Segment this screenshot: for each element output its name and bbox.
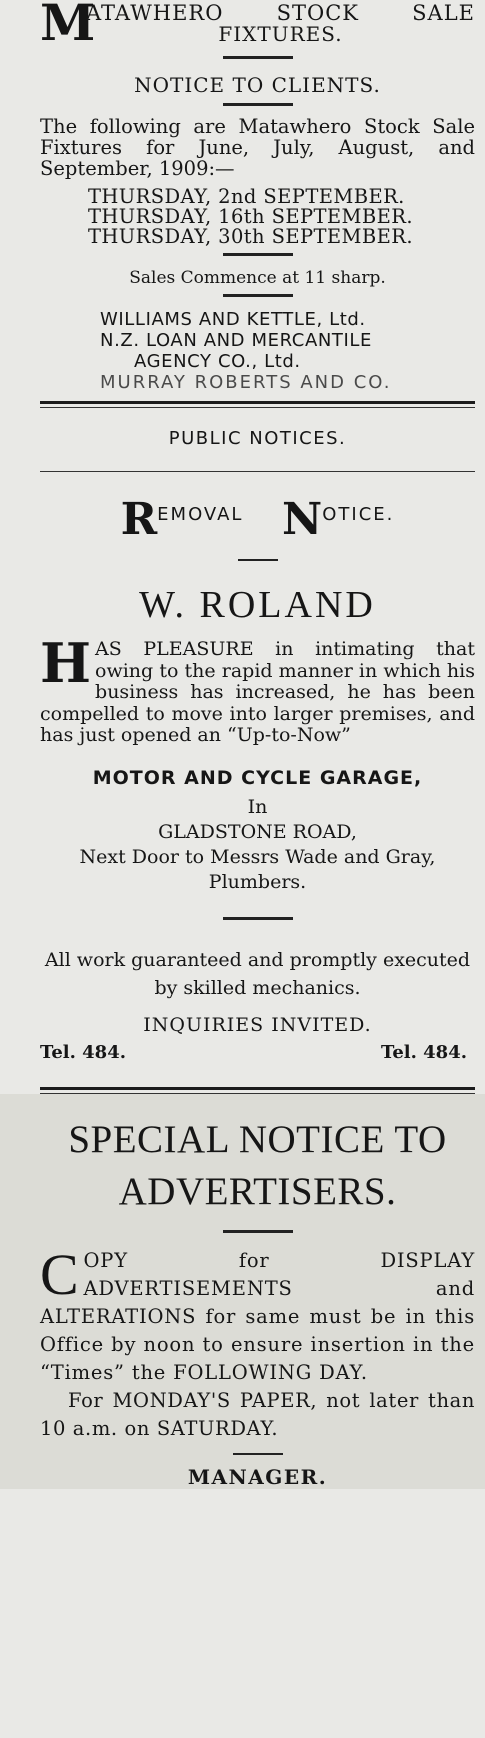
section-rule — [40, 1087, 475, 1090]
address-road: GLADSTONE ROAD, — [158, 820, 357, 843]
removal-dropcap: H — [40, 631, 92, 695]
garage-heading: MOTOR AND CYCLE GARAGE, — [92, 766, 423, 789]
sale-date: THURSDAY, 16th SEPTEMBER. — [88, 205, 413, 228]
divider — [223, 56, 293, 59]
fixtures-intro: The following are Matawhero Stock Sale Fixtures for June, July, August, and September, 1909:— — [40, 115, 475, 180]
agent: WILLIAMS AND KETTLE, Ltd. — [100, 309, 366, 330]
special-notice — [0, 1094, 485, 1489]
special-notice-title — [40, 1114, 475, 1218]
sale-dates — [88, 187, 475, 247]
removal-r-cap: R — [120, 494, 158, 545]
divider — [233, 1453, 283, 1455]
address-in: In — [247, 795, 268, 818]
removal-text: AS PLEASURE in intimating that owing to the rapid manner in which his business has increased, he has been compelled to move into larger premises, and has just opened an “Up-to-Now” — [40, 638, 475, 746]
removal-n-cap: N — [282, 494, 323, 545]
removal-n-rest: OTICE. — [322, 504, 395, 525]
divider — [223, 103, 293, 106]
agent: MURRAY ROBERTS AND CO. — [100, 372, 392, 393]
special-dropcap: C — [40, 1241, 80, 1307]
special-title-line2: ADVERTISERS. — [118, 1169, 397, 1213]
telephone-right: Tel. 484. — [381, 1041, 467, 1063]
signature: MANAGER. — [187, 1464, 328, 1489]
removal-body — [40, 631, 475, 747]
fixtures-subtitle: FIXTURES. — [218, 22, 343, 46]
inquiries-invited: INQUIRIES INVITED. — [143, 1013, 372, 1036]
section-rule — [40, 401, 475, 404]
sale-date: THURSDAY, 30th SEPTEMBER. — [88, 225, 413, 248]
removal-r-rest: EMOVAL — [157, 504, 244, 525]
garage-address — [40, 795, 475, 895]
agent: AGENCY CO., Ltd. — [134, 351, 301, 372]
divider — [223, 917, 293, 920]
fixtures-title-a: ATAWHERO — [86, 1, 224, 25]
fixtures-header — [40, 0, 475, 50]
telephone-left: Tel. 484. — [40, 1041, 126, 1063]
fixtures-title-c: SALE — [412, 1, 475, 25]
fixtures-title — [86, 2, 475, 24]
divider — [238, 559, 278, 561]
advertiser-name: W. ROLAND — [139, 584, 376, 626]
fixtures-dropcap: M — [40, 0, 94, 52]
sale-date: THURSDAY, 2nd SEPTEMBER. — [88, 185, 405, 208]
telephone-line — [40, 1042, 475, 1063]
address-next-door: Next Door to Messrs Wade and Gray, — [79, 845, 436, 868]
monday-deadline: For MONDAY'S PAPER, not later than 10 a.m. on SATURDAY. — [40, 1388, 475, 1440]
address-plumbers: Plumbers. — [208, 870, 307, 893]
removal-notice-heading — [40, 494, 475, 545]
divider — [223, 294, 293, 297]
agent: N.Z. LOAN AND MERCANTILE — [100, 330, 373, 351]
special-title-line1: SPECIAL NOTICE TO — [68, 1117, 447, 1161]
notice-to-clients-heading: NOTICE TO CLIENTS. — [134, 73, 381, 97]
agents-list — [100, 309, 475, 393]
public-notices-heading: PUBLIC NOTICES. — [168, 428, 347, 449]
guarantee-text: All work guaranteed and promptly executed by skilled mechanics. — [44, 948, 471, 999]
section-rule-thin — [40, 407, 475, 408]
special-text: OPY for DISPLAY ADVERTISEMENTS and ALTERATIONS for same must be in this Office by noon to ensure insertion in the “Times” the FOLLOWING DAY. — [40, 1248, 475, 1384]
divider — [223, 253, 293, 256]
sales-commence: Sales Commence at 11 sharp. — [129, 268, 386, 288]
special-body — [40, 1241, 475, 1387]
fixtures-title-b: STOCK — [276, 1, 359, 25]
divider — [223, 1230, 293, 1233]
section-rule-thin — [40, 471, 475, 472]
